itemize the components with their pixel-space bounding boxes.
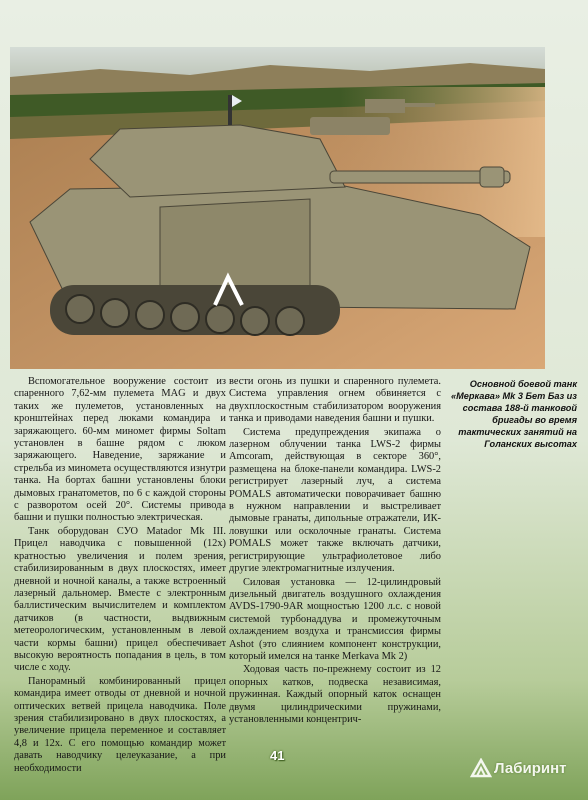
paragraph: Система предупреждения экипажа о лазерном облучении танка LWS-2 фирмы Amcoram, действующая в секторе 360°, размещена на блоке-панели командира. LWS-2 регистрирует лазерный луч, а система POMALS автоматически поворачивает башню в нужном направлении и выстреливает дымовые гранаты, дипольные отражатели, ИК-ловушки или осколочные гранаты. Система POMALS может также включать датчики, регистрирующие ультрафиолетовое либо другие электромагнитные излучения. xyxy=(229,426,441,575)
paragraph: Силовая установка — 12-цилиндровый дизельный двигатель воздушного охлаждения AVDS-1790-9AR мощностью 1200 л.с. с новой системой турбонаддува и промежуточным охлаждением воздуха и трансмиссия фирмы Ashot (это слиянием компонент конструкции, который имелся на танке Merkava Mk 2) xyxy=(229,576,441,662)
watermark-text: Лабиринт xyxy=(494,759,567,777)
paragraph: Ходовая часть по-прежнему состоит из 12 опорных катков, подвеска независимая, пружинная. Каждый опорный каток оснащен двумя цилиндрическими пружинами, установленными концентрич- xyxy=(229,664,441,725)
page-number: 41 xyxy=(270,748,285,763)
text-column-right xyxy=(229,376,441,727)
photo-caption: Основной боевой танк «Меркава» Mk 3 Бет Баз из состава 188-й танковой бригады во время тактических занятий на Голанских высотах xyxy=(450,379,577,449)
tank-photo xyxy=(10,47,545,369)
paragraph: Вспомогательное вооружение состоит из спаренного 7,62-мм пулемета MAG и двух таких же пулеметов, установленных на кронштейнах перед люками командира и заряжающего. 60-мм миномет фирмы Soltam установлен в башне рядом с люком заряжающего. Наведение, заряжание и стрельба из миномета осуществляются изнутри танка. На бортах башни установлены блоки дымовых гранатометов, по 6 с каждой стороны с разворотом осей 20°. Системы привода башни и пушки полностью электрическая. xyxy=(14,376,226,524)
paragraph: Панорамный комбинированный прицел командира имеет отводы от дневной и ночной оптических ветвей прицела наводчика. Поле зрения стабилизировано в двух плоскостях, а увеличение прицела переменное и составляет 4,8 и 12x. С его помощью командир может давать наводчику целеуказание, а при необходимости xyxy=(14,675,226,774)
labirint-logo-icon xyxy=(470,758,492,778)
text-column-left xyxy=(14,376,226,776)
watermark xyxy=(470,758,567,778)
tank-photo-illustration xyxy=(10,47,545,369)
paragraph: Танк оборудован СУО Matador Mk III. Прицел наводчика с повышенной (12x) кратностью увеличения и полем зрения, стабилизированным в двух плоскостях, имеет дневной и ночной каналы, а также встроенный лазерный дальномер. Вместе с электронным баллистическим вычислителем и комплектом датчиков (в частности, выдвижным метеорологическим, установленным в левой части кормы башни) прицел обеспечивает высокую вероятность попадания в цель, в том числе с ходу. xyxy=(14,525,226,674)
paragraph: вести огонь из пушки и спаренного пулемета. Система управления огнем обвиняется с двухплоскостным стабилизатором вооружения танка и приводами наведения башни и пушки. xyxy=(229,376,441,425)
